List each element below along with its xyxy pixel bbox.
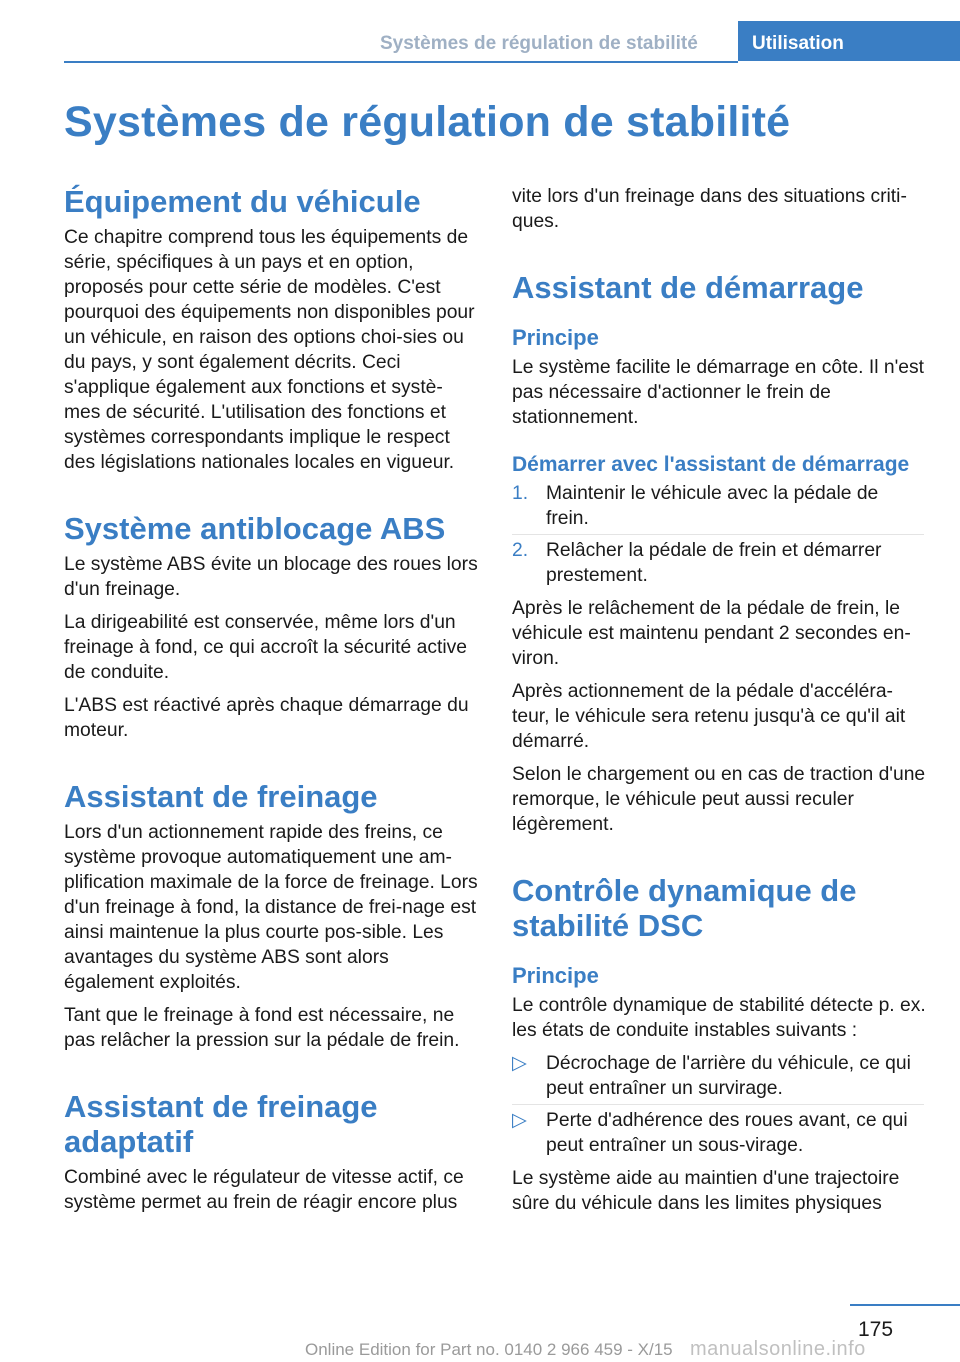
list-item <box>512 1051 926 1101</box>
list-item <box>512 1108 926 1158</box>
equipment-heading: Équipement du véhicule <box>64 184 421 219</box>
dsc-conditions-list <box>512 1051 926 1158</box>
page-header <box>0 0 960 62</box>
abs-paragraph: La dirigeabilité est conservée, même lors d'un freinage à fond, ce qui accroît la sécurité active de conduite. <box>64 612 467 683</box>
page-footer <box>0 1300 960 1362</box>
startoff-heading: Assistant de démarrage <box>512 270 864 305</box>
header-chapter-label: Utilisation <box>752 33 844 54</box>
step-text: Relâcher la pédale de frein et démarrer prestement. <box>546 540 882 586</box>
startoff-paragraph: Après le relâchement de la pédale de frein, le véhicule est maintenu pendant 2 secondes en-viron. <box>512 598 911 669</box>
header-chapter-tab <box>738 21 960 61</box>
edition-text: Online Edition for Part no. 0140 2 966 459 - X/15 <box>305 1340 673 1359</box>
list-item <box>512 538 926 588</box>
startoff-principle-text: Le système facilite le démarrage en côte. Il n'est pas nécessaire d'actionner le frein de stationnement. <box>512 357 925 428</box>
adaptive-brake-paragraph-cont: vite lors d'un freinage dans des situations criti-ques. <box>512 186 907 232</box>
list-item-text: Perte d'adhérence des roues avant, ce qui peut entraîner un sous-virage. <box>546 1110 908 1156</box>
dsc-paragraph: Le système aide au maintien d'une trajectoire sûre du véhicule dans les limites physiques <box>512 1168 900 1214</box>
page-number: 175 <box>858 1318 894 1341</box>
brake-assist-paragraph: Tant que le freinage à fond est nécessaire, ne pas relâcher la pression sur la pédale de frein. <box>64 1005 460 1051</box>
triangle-bullet-icon: ▷ <box>512 1053 527 1074</box>
dsc-principle-heading: Principe <box>512 963 599 988</box>
page-title: Systèmes de régulation de stabilité <box>64 98 791 146</box>
brake-assist-heading: Assistant de freinage <box>64 779 378 814</box>
list-item <box>512 481 926 531</box>
abs-paragraph: Le système ABS évite un blocage des roues lors d'un freinage. <box>64 554 478 600</box>
right-column <box>512 184 926 1224</box>
step-number: 2. <box>512 540 529 561</box>
startoff-steps-heading: Démarrer avec l'assistant de démarrage <box>512 453 910 476</box>
footer-rule <box>850 1304 960 1306</box>
abs-heading: Système antiblocage ABS <box>64 511 446 546</box>
header-section-title: Systèmes de régulation de stabilité <box>380 33 698 54</box>
list-item-text: Décrochage de l'arrière du véhicule, ce qui peut entraîner un survirage. <box>546 1053 911 1099</box>
brake-assist-paragraph: Lors d'un actionnement rapide des freins, ce système provoque automatiquement une am-plification maximale de la force de freinage. Lors d'un freinage à fond, la distance de frei-nage est ainsi maintenue la plus courte pos-sible. Les avantages du système ABS sont alors également exploités. <box>64 822 478 993</box>
header-rule <box>64 61 738 63</box>
step-number: 1. <box>512 483 529 504</box>
watermark: manualsonline.info <box>690 1338 866 1360</box>
triangle-bullet-icon: ▷ <box>512 1110 527 1131</box>
left-column <box>64 184 478 1223</box>
startoff-paragraph: Selon le chargement ou en cas de traction d'une remorque, le véhicule peut aussi reculer légèrement. <box>512 764 926 835</box>
startoff-principle-heading: Principe <box>512 325 599 350</box>
adaptive-brake-heading: Assistant de freinage adaptatif <box>64 1089 378 1159</box>
dsc-principle-text: Le contrôle dynamique de stabilité détecte p. ex. les états de conduite instables suivants : <box>512 995 926 1041</box>
startoff-steps-list <box>512 481 926 588</box>
dsc-heading: Contrôle dynamique de stabilité DSC <box>512 873 857 943</box>
equipment-text: Ce chapitre comprend tous les équipements de série, spécifiques à un pays et en option, proposés pour cette série de modèles. C'est pourquoi des équipements non disponibles pour un véhicule, en raison des options choi-sies ou du pays, y sont également décrits. Ceci s'applique également aux fonctions et systè-mes de sécurité. L'utilisation des fonctions et systèmes correspondants implique le respect des législations nationales locales en vigueur. <box>64 227 475 473</box>
step-text: Maintenir le véhicule avec la pédale de frein. <box>546 483 879 529</box>
abs-paragraph: L'ABS est réactivé après chaque démarrage du moteur. <box>64 695 469 741</box>
startoff-paragraph: Après actionnement de la pédale d'accéléra-teur, le véhicule sera retenu jusqu'à ce qu'il ait démarré. <box>512 681 906 752</box>
adaptive-brake-paragraph: Combiné avec le régulateur de vitesse actif, ce système permet au frein de réagir encore plus <box>64 1167 464 1213</box>
